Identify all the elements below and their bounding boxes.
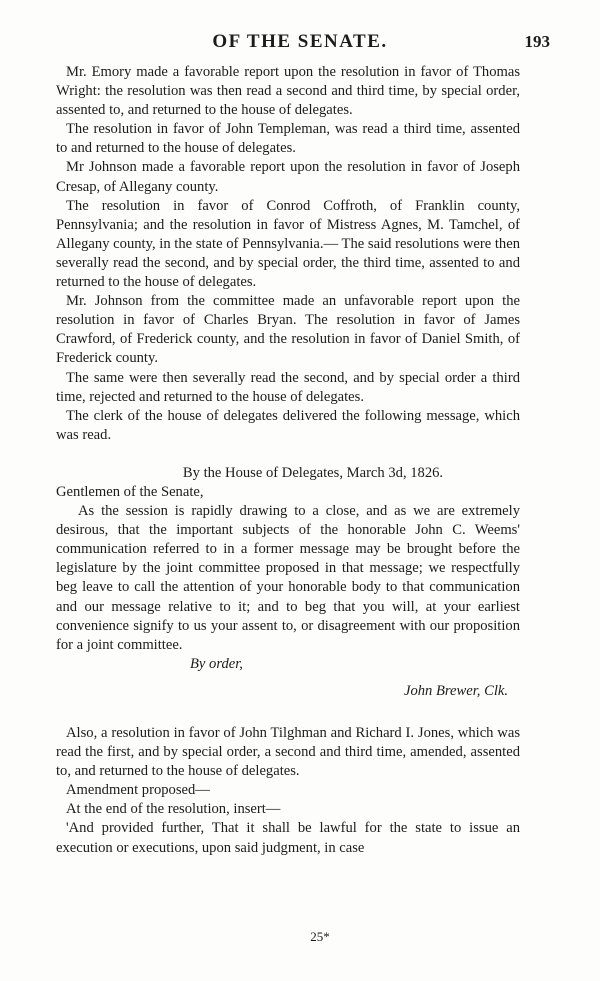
amendment-proposed: Amendment proposed— [66, 782, 210, 799]
message-body: As the session is rapidly drawing to a close, and as we are extremely desirous, that the important subjects of the honorable John C. Weems' communication referred to in a former message may be brought before the legislature by the joint committee proposed in that message; we respectfully beg leave to call the attention of your honorable body to that communication and our message relative to it; and to beg that you will, at your earliest convenience signify to us your assent to, or disagreement with our proposition for a joint committee. [56, 503, 520, 653]
paragraph-templeman: The resolution in favor of John Templeman, was read a third time, assented to and returned to the house of delegates. [56, 121, 520, 157]
paragraph-rejected: The same were then severally read the second, and by special order a third time, rejected and returned to the house of delegates. [56, 369, 520, 405]
paragraph-coffroth: The resolution in favor of Conrod Coffroth, of Franklin county, Pennsylvania; and the resolution in favor of Mistress Agnes, M. Tamchel, of Allegany county, in the state of Pennsylvania.— The said resolutions were then severally read the second, and by special order, the third time, assented to and returned to the house of delegates. [56, 197, 520, 291]
amendment-location: At the end of the resolution, insert— [66, 801, 281, 818]
message-by-order: By order, [190, 655, 243, 672]
signature-spacer [56, 674, 520, 682]
paragraph-tilghman-jones: Also, a resolution in favor of John Tilghman and Richard I. Jones, which was read the first, and by special order, a second and third time, amended, assented to, and returned to the house of delegates. [56, 725, 520, 780]
paragraph-clerk-message: The clerk of the house of delegates delivered the following message, which was read. [56, 407, 520, 443]
amendment-text: 'And provided further, That it shall be lawful for the state to issue an execution or executions, upon said judgment, in case [56, 820, 520, 856]
paragraph-emory-report: Mr. Emory made a favorable report upon the resolution in favor of Thomas Wright: the resolution was then read a second and third time, by special order, assented to, and returned to the house of delegates. [56, 64, 520, 119]
paragraph-bryan: Mr. Johnson from the committee made an unfavorable report upon the resolution in favor of Charles Bryan. The resolution in favor of James Crawford, of Frederick county, and the resolution in favor of Daniel Smith, of Frederick county. [56, 293, 520, 367]
message-salutation: Gentlemen of the Senate, [56, 483, 204, 500]
running-head: OF THE SENATE. [212, 31, 388, 52]
page-header [56, 31, 550, 55]
signature-mark: 25* [310, 929, 330, 944]
section-gap [56, 701, 520, 724]
message-heading: By the House of Delegates, March 3d, 1826. [182, 464, 444, 481]
page-number: 193 [524, 32, 550, 51]
paragraph-cresap: Mr Johnson made a favorable report upon the resolution in favor of Joseph Cresap, of Allegany county. [56, 159, 520, 195]
page-body [56, 63, 520, 858]
message-signature: John Brewer, Clk. [403, 682, 508, 699]
